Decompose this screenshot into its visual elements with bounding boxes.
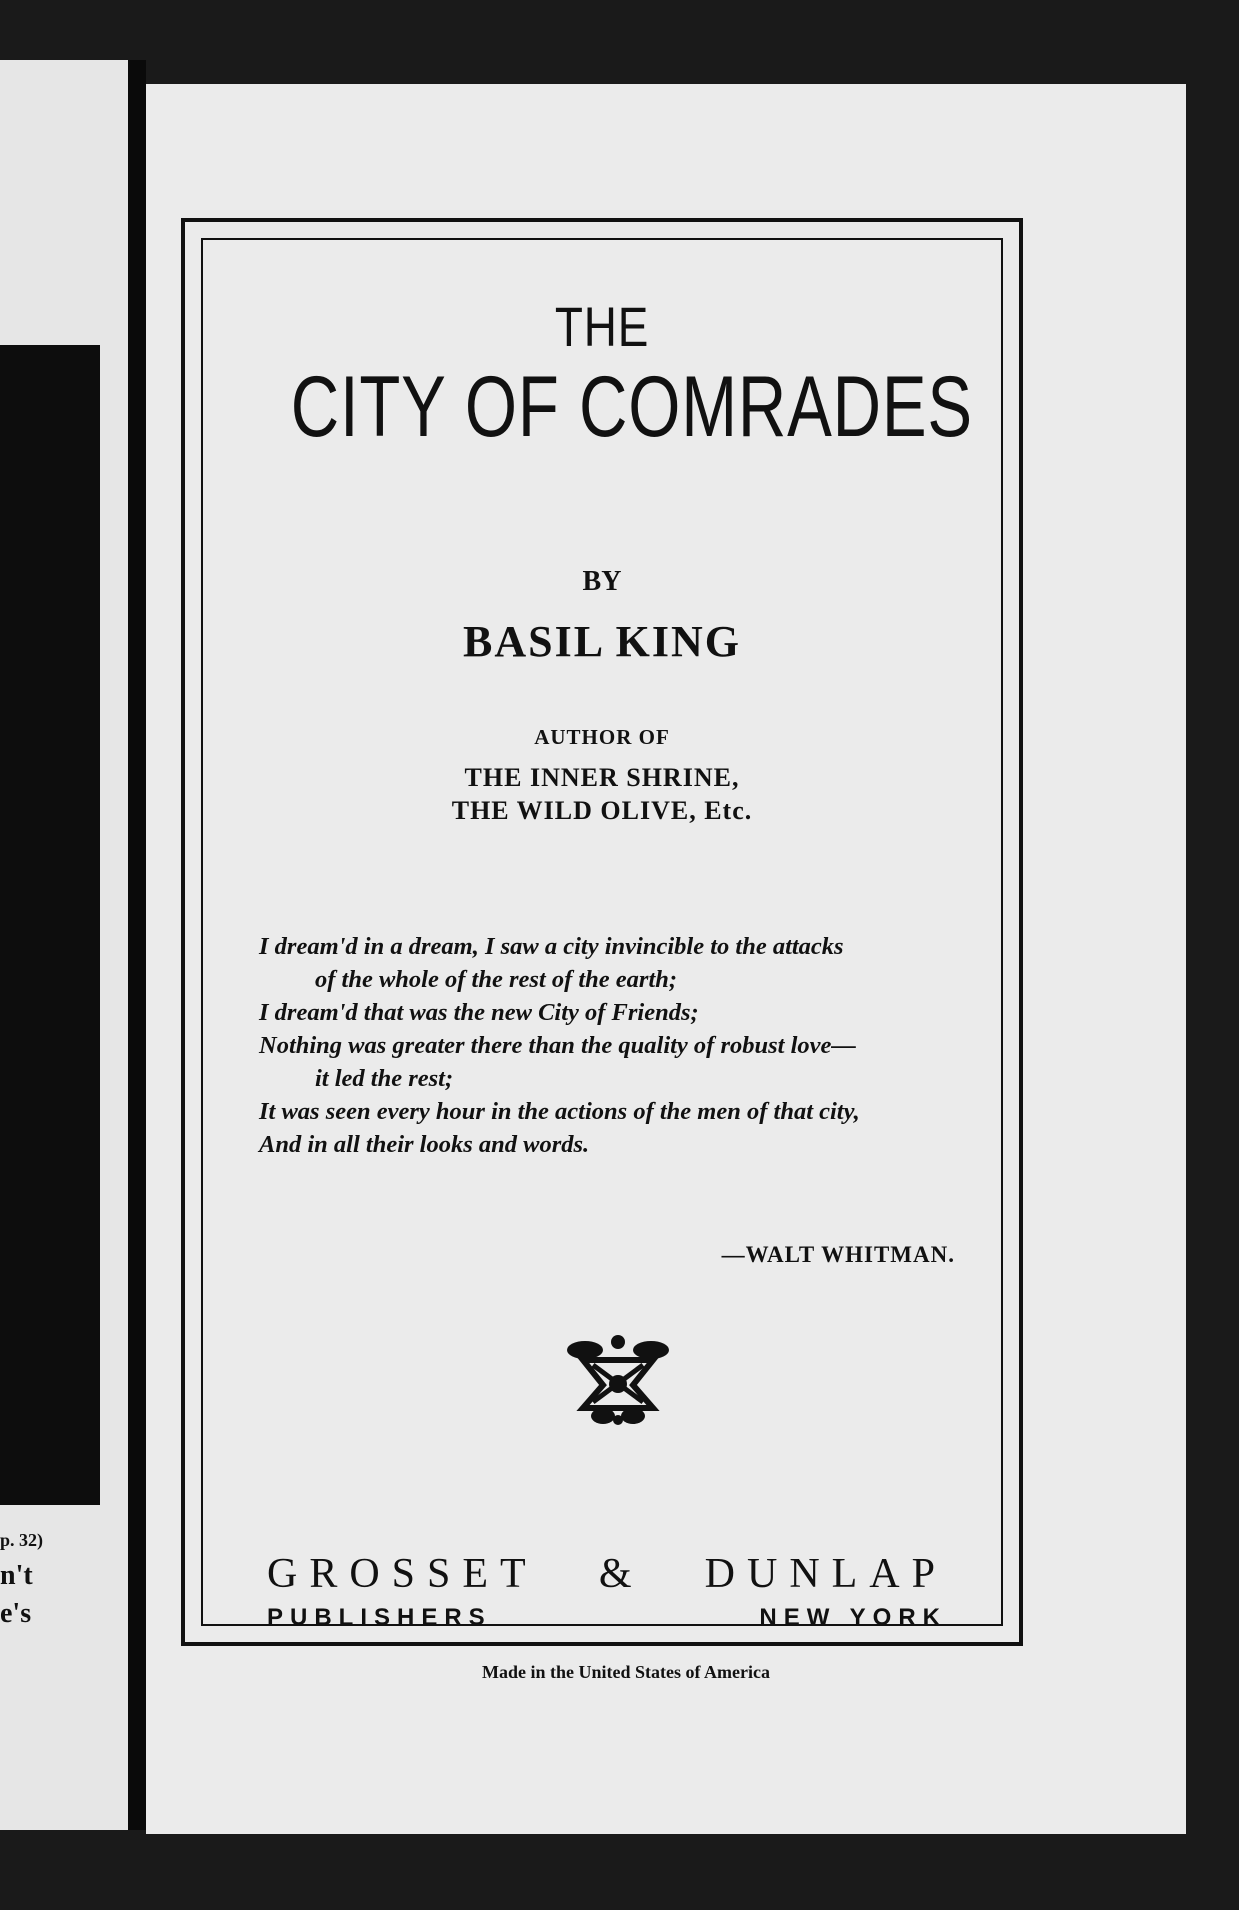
epigraph-line: Nothing was greater there than the quality of robust love— [259,1032,856,1059]
adjacent-text-line: e's [0,1598,32,1629]
page-border-inner [201,238,1003,1631]
publisher-details [267,1604,947,1632]
page-border [181,218,1023,1646]
author-of-heading: AUTHOR OF [534,725,670,749]
epigraph-line: I dream'd that was the new City of Friends; [259,999,699,1026]
publisher-name-right: DUNLAP [704,1551,947,1597]
other-work-title: THE WILD OLIVE, [451,796,697,825]
epigraph-line: it led the rest; [315,1065,454,1092]
adjacent-text-line: n't [0,1560,33,1591]
other-work [203,796,1001,826]
book-gutter [128,60,146,1830]
floral-ornament-icon [563,1330,673,1426]
epigraph-line: of the whole of the rest of the earth; [315,966,678,993]
etc-label: Etc. [704,796,753,825]
author-name: BASIL KING [463,617,741,666]
adjacent-page [0,60,128,1830]
epigraph [259,930,979,1161]
title-page [146,84,1186,1834]
epigraph-line: I dream'd in a dream, I saw a city invincible to the attacks [259,933,844,960]
book-title: CITY OF COMRADES [290,359,973,455]
epigraph-line: It was seen every hour in the actions of the men of that city, [259,1098,860,1125]
illustration-plate [0,345,100,1505]
imprint-line: Made in the United States of America [482,1662,770,1682]
epigraph-line: And in all their looks and words. [259,1131,590,1158]
publisher-name [267,1550,947,1598]
epigraph-attribution: —WALT WHITMAN. [721,1242,955,1267]
publisher-city: NEW YORK [759,1604,947,1631]
publishers-label: PUBLISHERS [267,1604,492,1631]
title-article: THE [554,295,650,358]
by-label: BY [582,566,622,597]
other-work: THE INNER SHRINE, [464,763,740,792]
publisher-name-left: GROSSET [267,1551,538,1597]
ampersand: & [598,1551,644,1597]
plate-caption: p. 32) [0,1530,44,1550]
